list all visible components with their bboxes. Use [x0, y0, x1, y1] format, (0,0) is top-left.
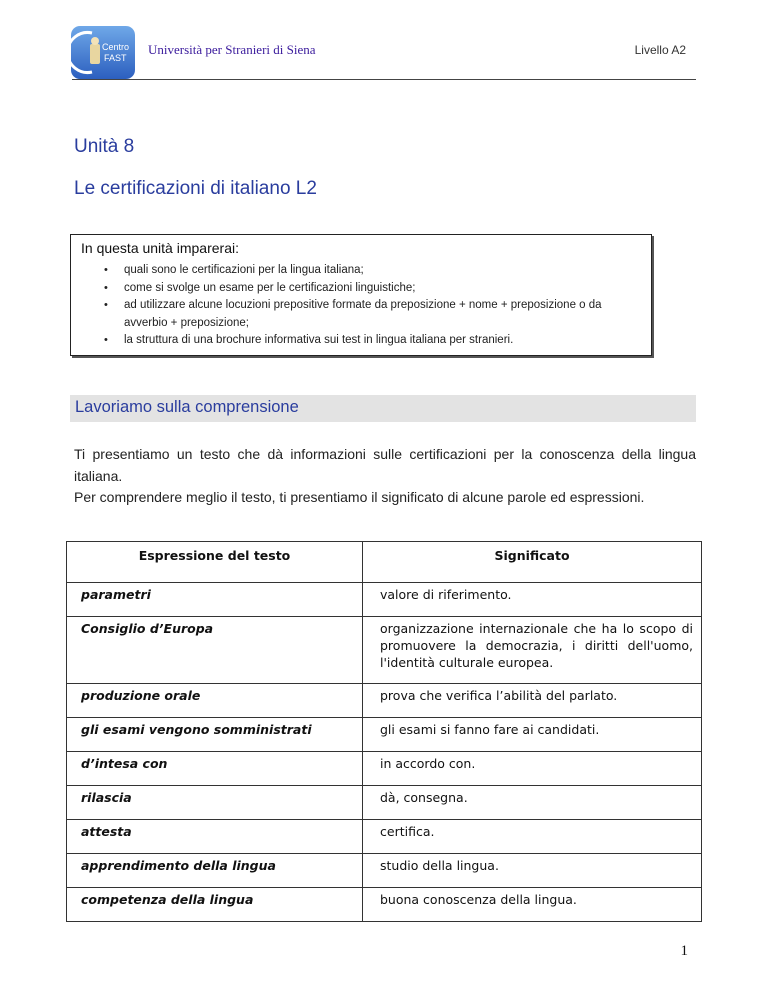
bullet-icon: •	[104, 334, 108, 346]
term-cell: gli esami vengono somministrati	[81, 722, 312, 737]
unit-number: Unità 8	[74, 136, 135, 157]
bullet-icon: •	[104, 264, 108, 276]
meaning-cell: organizzazione internazionale che ha lo scopo di promuovere la democrazia, i diritti dell'uomo, l'identità culturale europea.	[380, 621, 693, 670]
objective-text: come si svolge un esame per le certificazioni linguistiche;	[124, 281, 416, 294]
term-cell: apprendimento della lingua	[81, 858, 276, 873]
list-item	[71, 332, 644, 350]
intro-paragraph: Ti presentiamo un testo che dà informazioni sulle certificazioni per la conoscenza della lingua italiana.	[74, 446, 696, 484]
intro-text	[74, 444, 696, 509]
meaning-cell: dà, consegna.	[380, 790, 468, 805]
page-number: 1	[680, 943, 688, 959]
table-row	[67, 888, 702, 922]
objectives-box	[70, 234, 652, 356]
centro-fast-logo	[70, 25, 136, 80]
column-header: Significato	[363, 542, 702, 583]
term-cell: produzione orale	[81, 688, 201, 703]
meaning-cell: studio della lingua.	[380, 858, 499, 873]
table-row	[67, 752, 702, 786]
logo-text-line2: FAST	[104, 53, 127, 63]
bullet-icon: •	[104, 299, 108, 311]
term-cell: parametri	[81, 587, 151, 602]
table-row	[67, 820, 702, 854]
objective-text: quali sono le certificazioni per la lingua italiana;	[124, 264, 364, 276]
meaning-cell: buona conoscenza della lingua.	[380, 892, 577, 907]
university-name: Università per Stranieri di Siena	[148, 42, 316, 57]
term-cell: Consiglio d’Europa	[81, 621, 214, 636]
objectives-heading: In questa unità imparerai:	[81, 240, 239, 256]
objective-text: la struttura di una brochure informativa sui test in lingua italiana per stranieri.	[124, 334, 514, 346]
term-cell: attesta	[81, 824, 132, 839]
column-header: Espressione del testo	[67, 542, 363, 583]
objectives-list	[71, 262, 644, 350]
meaning-cell: gli esami si fanno fare ai candidati.	[380, 722, 600, 737]
section-header	[70, 395, 696, 422]
page-title: Le certificazioni di italiano L2	[74, 178, 317, 199]
term-cell: d’intesa con	[81, 756, 168, 771]
intro-paragraph: Per comprendere meglio il testo, ti presentiamo il significato di alcune parole ed espressioni.	[74, 489, 645, 505]
glossary-table	[66, 541, 702, 922]
meaning-cell: in accordo con.	[380, 756, 476, 771]
table-row	[67, 617, 702, 684]
objective-text: ad utilizzare alcune locuzioni prepositive formate da preposizione + nome + preposizione o da avverbio + preposizione;	[124, 299, 602, 329]
header-divider	[72, 79, 696, 80]
logo-text-line1: Centro	[102, 42, 130, 52]
table-row	[67, 786, 702, 820]
list-item	[71, 262, 644, 280]
level-label: Livello A2	[634, 43, 686, 57]
meaning-cell: prova che verifica l’abilità del parlato.	[380, 688, 618, 703]
meaning-cell: valore di riferimento.	[380, 587, 512, 602]
table-row	[67, 684, 702, 718]
term-cell: competenza della lingua	[81, 892, 254, 907]
meaning-cell: certifica.	[380, 824, 435, 839]
list-item	[71, 297, 644, 332]
term-cell: rilascia	[81, 790, 132, 805]
table-row	[67, 583, 702, 617]
list-item	[71, 280, 644, 298]
table-row	[67, 718, 702, 752]
table-row	[67, 854, 702, 888]
section-title: Lavoriamo sulla comprensione	[75, 398, 299, 416]
bullet-icon: •	[104, 281, 108, 294]
table-header-row	[67, 542, 702, 583]
